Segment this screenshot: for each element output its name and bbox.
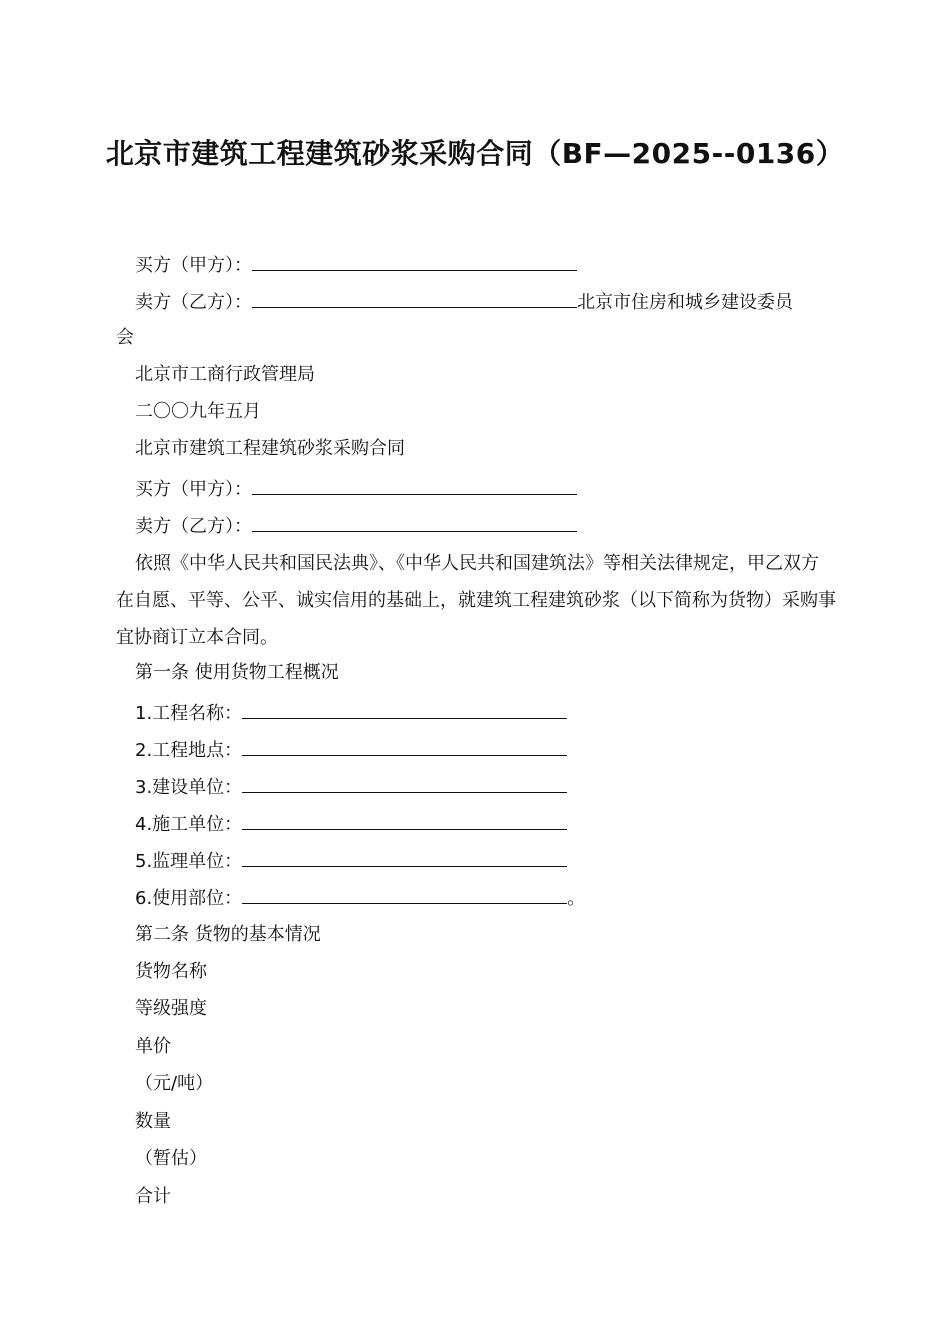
project-name-blank[interactable] — [242, 700, 567, 719]
field-label: 3.建设单位： — [135, 777, 243, 798]
usage-part-line — [135, 885, 585, 911]
supervisor-blank[interactable] — [242, 848, 567, 867]
field-label: 1.工程名称： — [135, 703, 243, 724]
unit-price-label: 单价 — [135, 1036, 171, 1057]
buyer-blank[interactable] — [252, 252, 577, 271]
field-label: 6.使用部位： — [135, 888, 243, 909]
strength-grade-label: 等级强度 — [135, 998, 207, 1019]
cover-buyer-line — [135, 252, 577, 278]
quantity-note: （暂估） — [135, 1148, 207, 1169]
unit-price-unit: （元/吨） — [135, 1073, 214, 1094]
project-location-blank[interactable] — [242, 737, 567, 756]
field-label: 5.监理单位： — [135, 851, 243, 872]
seller-blank[interactable] — [252, 289, 577, 308]
field-label: 2.工程地点： — [135, 740, 243, 761]
contractor-blank[interactable] — [242, 811, 567, 830]
seller-label: 卖方（乙方）： — [135, 292, 252, 313]
issuer-2: 北京市工商行政管理局 — [135, 364, 315, 385]
field-label: 4.施工单位： — [135, 814, 243, 835]
supervisor-line — [135, 848, 567, 874]
intro-paragraph: 依照《中华人民共和国民法典》、《中华人民共和国建筑法》等相关法律规定，甲乙双方在自愿、平等、公平、诚实信用的基础上，就建筑工程建筑砂浆（以下简称为货物）采购事宜协商订立本合同。 — [116, 553, 836, 648]
seller-blank[interactable] — [252, 513, 577, 532]
document-title: 北京市建筑工程建筑砂浆采购合同（BF—2025--0136） — [105, 137, 845, 170]
quantity-label: 数量 — [135, 1111, 171, 1132]
cover-date: 二〇〇九年五月 — [135, 401, 261, 422]
buyer-label: 买方（甲方）： — [135, 255, 252, 276]
article-1-heading: 第一条 使用货物工程概况 — [135, 662, 339, 683]
body-seller-line — [135, 513, 577, 539]
end-mark: 。 — [567, 888, 586, 909]
article-2-heading: 第二条 货物的基本情况 — [135, 924, 321, 945]
contractor-line — [135, 811, 567, 837]
project-location-line — [135, 737, 567, 763]
contract-heading: 北京市建筑工程建筑砂浆采购合同 — [135, 438, 405, 459]
developer-line — [135, 774, 567, 800]
issuer-1-part2: 会 — [116, 327, 134, 348]
buyer-label: 买方（甲方）： — [135, 479, 252, 500]
usage-part-blank[interactable] — [242, 885, 567, 904]
goods-name-label: 货物名称 — [135, 961, 207, 982]
cover-seller-line — [135, 289, 793, 315]
developer-blank[interactable] — [242, 774, 567, 793]
total-label: 合计 — [135, 1186, 171, 1207]
project-name-line — [135, 700, 567, 726]
body-buyer-line — [135, 476, 577, 502]
buyer-blank[interactable] — [252, 476, 577, 495]
seller-label: 卖方（乙方）： — [135, 516, 252, 537]
issuer-1-part1: 北京市住房和城乡建设委员 — [577, 292, 793, 313]
